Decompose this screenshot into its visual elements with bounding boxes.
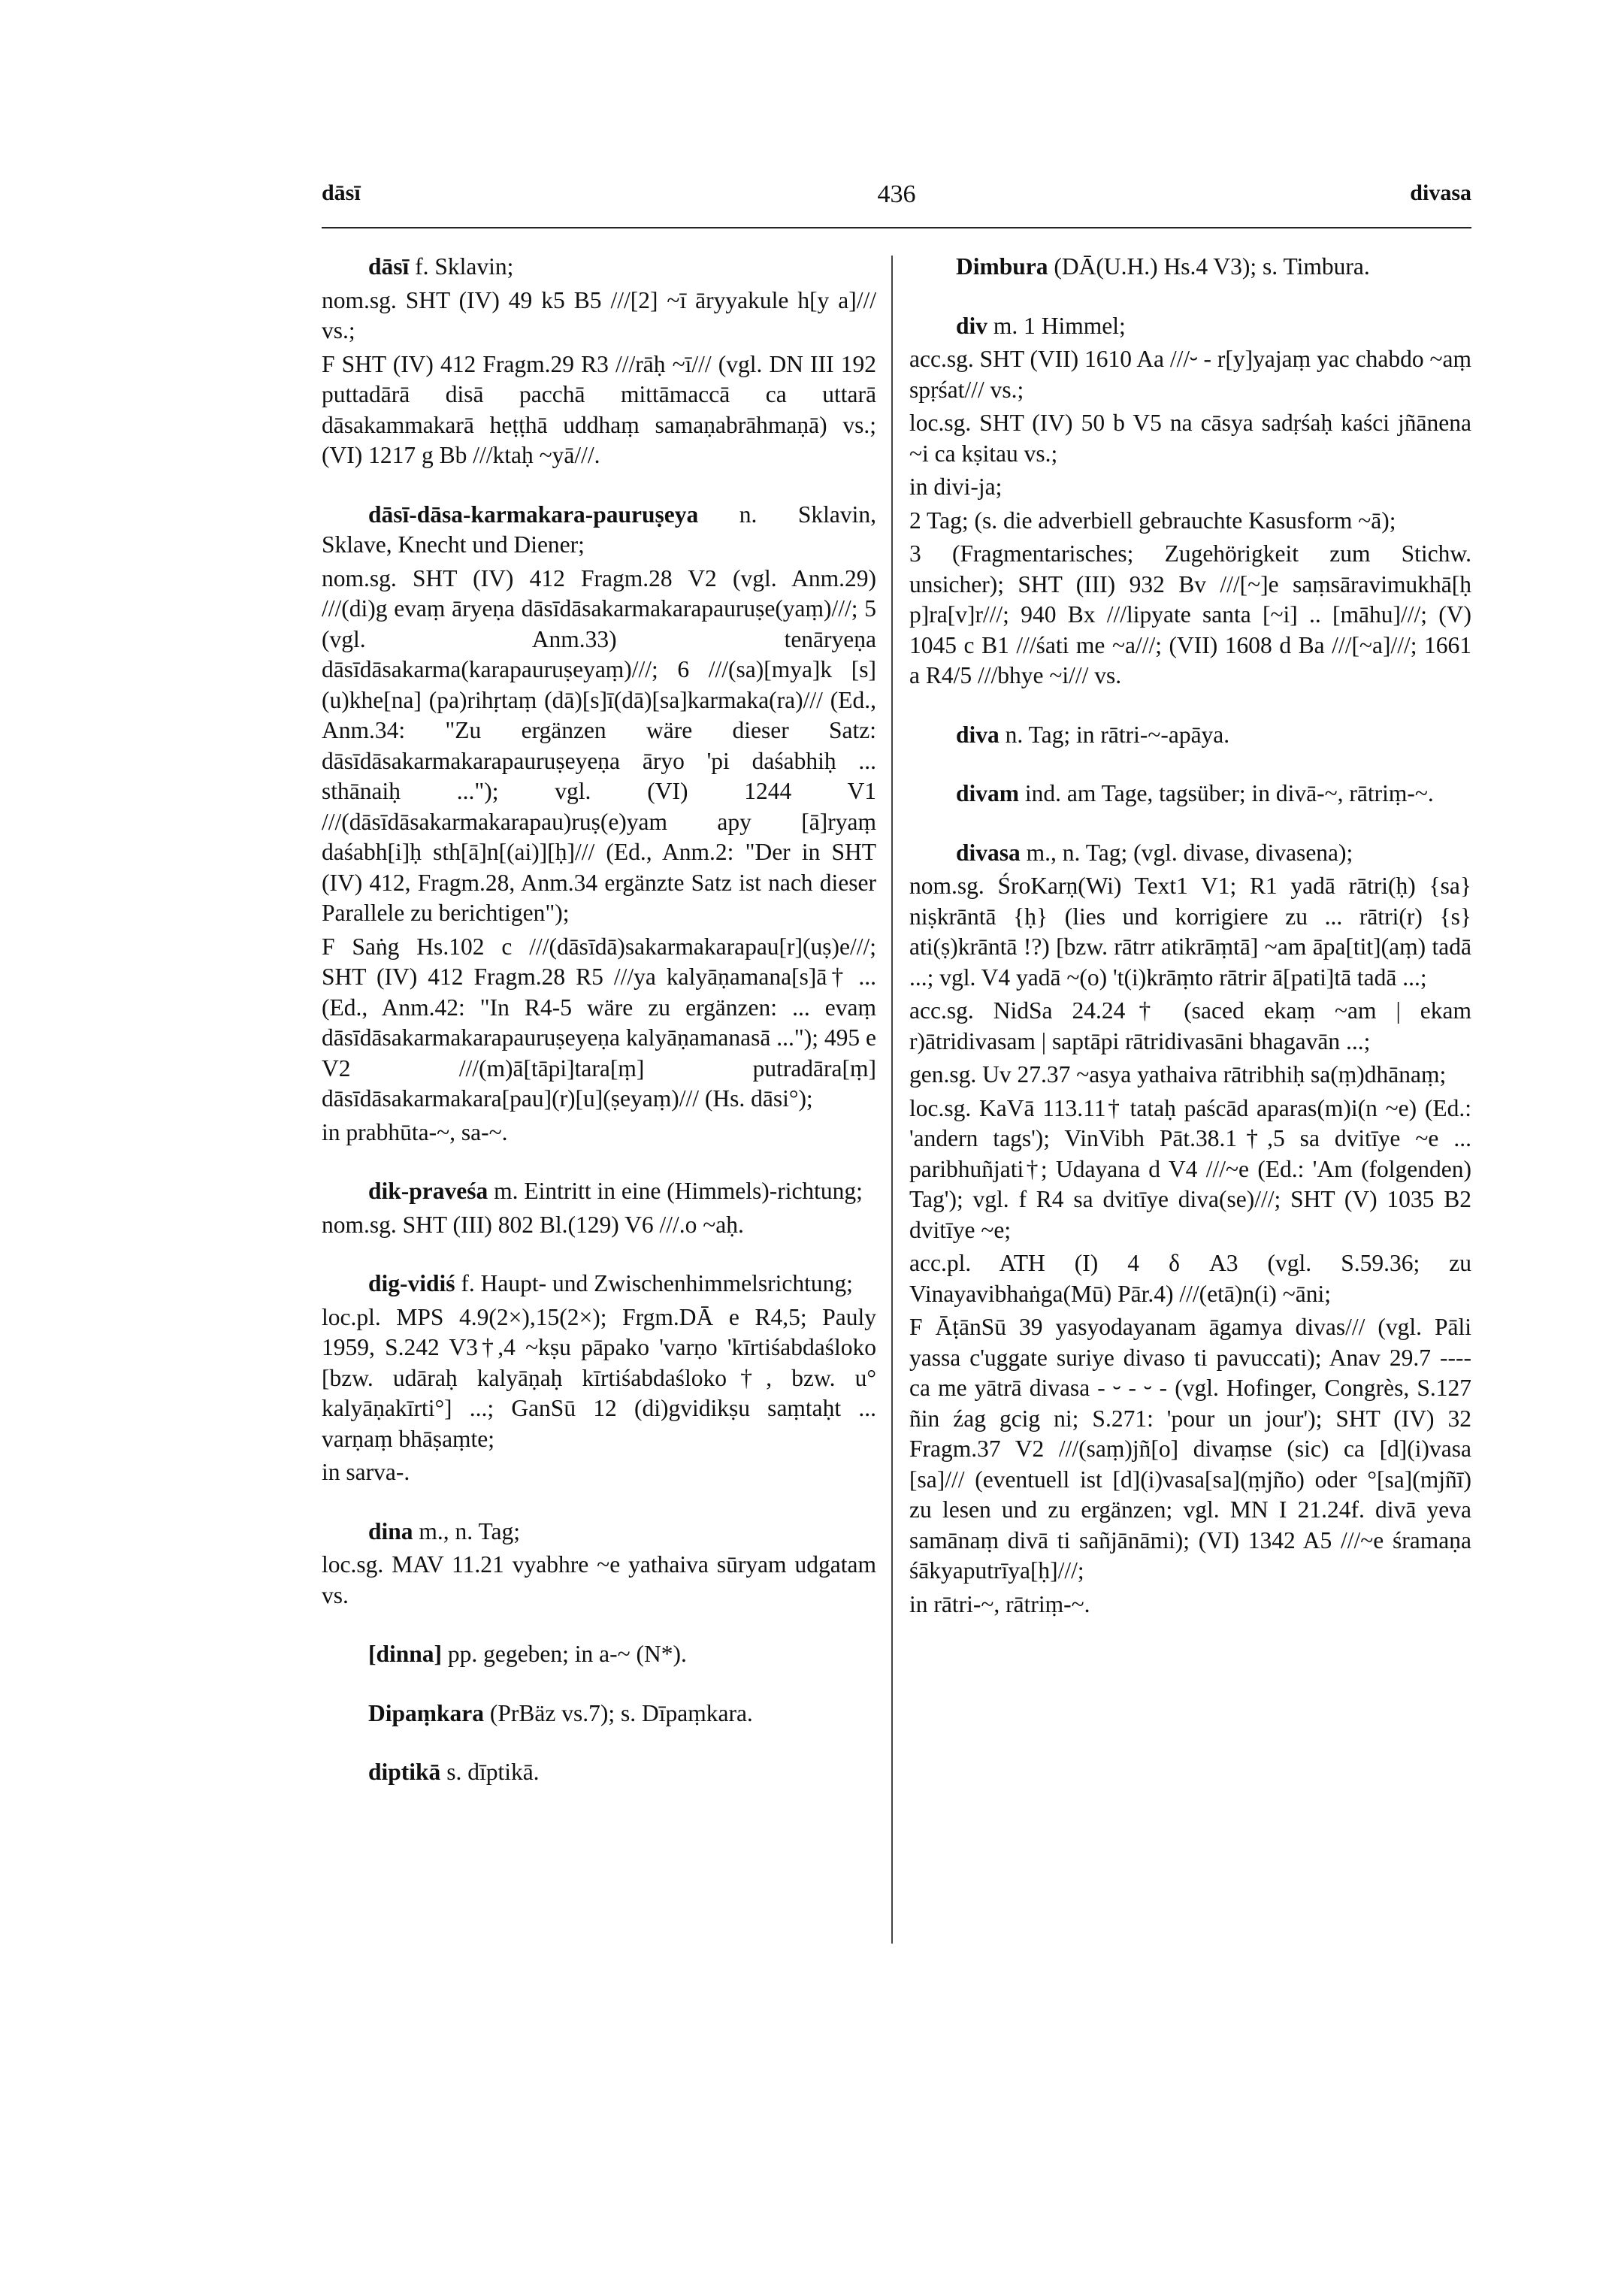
entry-line: acc.pl. ATH (I) 4 δ A3 (vgl. S.59.36; zu Vinayavibhaṅga(Mū) Pār.4) ///(etā)n(i) ~āni;: [909, 1250, 1471, 1307]
headword: [dinna]: [368, 1641, 443, 1667]
entry-line: in sarva-.: [322, 1459, 410, 1485]
entry-gloss: m. Eintritt in eine (Himmels)-richtung;: [488, 1178, 863, 1204]
entry-line: nom.sg. ŚroKarṇ(Wi) Text1 V1; R1 yadā rātri(ḥ) {sa} niṣkrāntā {ḥ} (lies und korrigiere zu ... rātri(r) {s} ati(ṣ)krāntā !?) [bzw. rātrr atikrāṃtā] ~am āpa[tit](aṃ) tadā ...; vgl. V4 yadā ~(o) 't(i)krāṃto rātrir ā[pati]tā tadā ...;: [909, 873, 1471, 991]
entry-line: nom.sg. SHT (IV) 412 Fragm.28 V2 (vgl. Anm.29) ///(di)g evaṃ āryeṇa dāsīdāsakarmakarapauruṣe(yaṃ)///; 5 (vgl. Anm.33) tenāryeṇa dāsīdāsakarma(karapauruṣeyaṃ)///; 6 ///(sa)[mya]k [s](u)khe[na] (pa)rihṛtaṃ (dā)[s]ī(dā)[sa]karmaka(ra)/// (Ed., Anm.34: "Zu ergänzen wäre dieser Satz: dāsīdāsakarmakarapauruṣeyeṇa āryo 'pi daśabhiḥ ... sthānaiḥ ..."); vgl. (VI) 1244 V1 ///(dāsīdāsakarmakarapau)ruṣ(e)yam apy [ā]ryaṃ daśabh[i]ḥ sth[ā]n[(ai)][ḥ]/// (Ed., Anm.2: "Der in SHT (IV) 412, Fragm.28, Anm.34 ergänzte Satz ist nach dieser Parallele zu berichtigen");: [322, 564, 876, 926]
entry-line: acc.sg. SHT (VII) 1610 Aa ///⏑ - r[y]yajaṃ yac chabdo ~aṃ spṛśat/// vs.;: [909, 346, 1471, 403]
headword: dāsī: [368, 253, 410, 280]
dictionary-entry: [322, 1639, 876, 1670]
header-rule: [322, 227, 1471, 228]
dictionary-entry: [909, 720, 1471, 751]
entry-head-line: [909, 838, 1471, 869]
entry-head-line: [909, 311, 1471, 342]
entry-line: loc.sg. MAV 11.21 vyabhre ~e yathaiva sūryam udgatam vs.: [322, 1551, 876, 1608]
headword: dāsī-dāsa-karmakara-pauruṣeya: [368, 501, 699, 528]
entry-gloss: (DĀ(U.H.) Hs.4 V3); s. Timbura.: [1048, 253, 1370, 280]
entry-line: in rātri-~, rātriṃ-~.: [909, 1590, 1090, 1617]
entry-head-line: [322, 1269, 876, 1299]
headword: dig-vidiś: [368, 1270, 455, 1296]
entry-head-line: [322, 1757, 876, 1788]
dictionary-entry: [322, 1517, 876, 1611]
column-divider: [891, 256, 893, 1944]
entry-line: acc.sg. NidSa 24.24† (saced ekaṃ ~am | ekam r)ātridivasam | saptāpi rātridivasāni bhagavān ...;: [909, 997, 1471, 1054]
headword: div: [956, 312, 988, 339]
entry-gloss: f. Haupt- und Zwischenhimmelsrichtung;: [455, 1270, 853, 1296]
entry-line: nom.sg. SHT (IV) 49 k5 B5 ///[2] ~ī āryyakule h[y a]/// vs.;: [322, 286, 876, 343]
entry-gloss: f. Sklavin;: [409, 253, 514, 280]
entry-head-line: [909, 252, 1471, 283]
entry-gloss: m. 1 Himmel;: [987, 312, 1126, 339]
dictionary-entry: [909, 838, 1471, 1620]
header-left-guideword: dāsī: [322, 180, 361, 205]
running-header: [322, 180, 1471, 225]
dictionary-entry: [909, 252, 1471, 283]
entry-head-line: [909, 779, 1471, 809]
dictionary-entry: [322, 1699, 876, 1729]
entry-line: F Saṅg Hs.102 c ///(dāsīdā)sakarmakarapau[r](uṣ)e///; SHT (IV) 412 Fragm.28 R5 ///ya kalyāṇamana[s]ā† ... (Ed., Anm.42: "In R4-5 wäre zu ergänzen: ... evaṃ dāsīdāsakarmakarapauruṣeyeṇa kalyāṇamanasā ..."); 495 e V2 ///(m)ā[tāpi]tara[ṃ] putradāra[ṃ] dāsīdāsakarmakara[pau](r)[u](ṣeyaṃ)/// (Hs. dāsi°);: [322, 933, 876, 1112]
entry-head-line: [909, 720, 1471, 751]
entry-gloss: (PrBäz vs.7); s. Dīpaṃkara.: [484, 1699, 753, 1726]
left-column: [322, 252, 876, 1817]
dictionary-entry: [909, 311, 1471, 691]
entry-line: F ĀṭānSū 39 yasyodayanam āgamya divas/// (vgl. Pāli yassa c'uggate suriye divaso ti pavuccati); Anav 29.7 ---- ca me yātrā divasa - ⏑ - ⏑ - (vgl. Hofinger, Congrès, S.127 ñin źag gcig ni; S.271: 'pour un jour'); SHT (IV) 32 Fragm.37 V2 ///(saṃ)jñ[o] divaṃse (sic) ca [d](i)vasa [sa]/// (eventuell ist [d](i)vasa[sa](ṃjño) oder °[sa](mjñī) zu lesen und zu ergänzen; vgl. MN I 21.24f. divā yeva samānaṃ divā ti sañjānāmi); (VI) 1342 A5 ///~e śramaṇa śākyaputrīya[ḥ]///;: [909, 1314, 1471, 1584]
entry-gloss: m., n. Tag; (vgl. divase, divasena);: [1020, 839, 1353, 866]
header-right-guideword: divasa: [1410, 180, 1471, 205]
headword: dik-praveśa: [368, 1178, 488, 1204]
entry-gloss: s. dīptikā.: [440, 1759, 540, 1785]
dictionary-entry: [909, 779, 1471, 809]
entry-line: loc.pl. MPS 4.9(2×),15(2×); Frgm.DĀ e R4,5; Pauly 1959, S.242 V3†,4 ~kṣu pāpako 'varṇo 'kīrtiśabdaśloko [bzw. udāraḥ kalyāṇaḥ kīrtiśabdaśloko†, bzw. u° kalyāṇakīrti°] ...; GanSū 12 (di)gvidikṣu saṃtaḥt ... varṇaṃ bhāṣaṃte;: [322, 1303, 876, 1452]
headword: diptikā: [368, 1759, 441, 1785]
entry-head-line: [322, 1517, 876, 1547]
entry-line: loc.sg. SHT (IV) 50 b V5 na cāsya sadṛśaḥ kaści jñānena ~i ca kṣitau vs.;: [909, 410, 1471, 467]
entry-head-line: [322, 1639, 876, 1670]
entry-line: 2 Tag; (s. die adverbiell gebrauchte Kasusform ~ā);: [909, 507, 1396, 534]
headword: dina: [368, 1517, 413, 1544]
entry-line: gen.sg. Uv 27.37 ~asya yathaiva rātribhiḥ sa(ṃ)dhānaṃ;: [909, 1061, 1447, 1088]
entry-head-line: [322, 252, 876, 283]
entry-gloss: ind. am Tage, tagsüber; in divā-~, rātriṃ-~.: [1019, 780, 1434, 806]
page-number: 436: [877, 180, 916, 208]
headword: Dimbura: [956, 253, 1048, 280]
entry-head-line: [322, 1176, 876, 1207]
entry-gloss: m., n. Tag;: [413, 1517, 521, 1544]
entry-gloss: n. Tag; in rātri-~-apāya.: [999, 721, 1230, 748]
entry-line: loc.sg. KaVā 113.11† tataḥ paścād aparas(m)i(n ~e) (Ed.: 'andern tags'); VinVibh Pāt.38.1†,5 sa dvitīye ~e ... paribhuñjati†; Udayana d V4 ///~e (Ed.: 'Am (folgenden) Tag'); vgl. f R4 sa dvitīye diva(se)///; SHT (V) 1035 B2 dvitīye ~e;: [909, 1094, 1471, 1243]
entry-head-line: [322, 500, 876, 561]
headword: diva: [956, 721, 1000, 748]
headword: divam: [956, 780, 1020, 806]
dictionary-entry: [322, 500, 876, 1148]
right-column: [909, 252, 1471, 1648]
entry-line: nom.sg. SHT (III) 802 Bl.(129) V6 ///.o ~aḥ.: [322, 1211, 744, 1238]
headword: divasa: [956, 839, 1021, 866]
dictionary-entry: [322, 1757, 876, 1788]
entry-line: in prabhūta-~, sa-~.: [322, 1118, 508, 1145]
entry-line: in divi-ja;: [909, 473, 1003, 500]
entry-line: 3 (Fragmentarisches; Zugehörigkeit zum Stichw. unsicher); SHT (III) 932 Bv ///[~]e saṃsāravimukhā[ḥ p]ra[v]r///; 940 Bx ///lipyate santa [~i] .. [māhu]///; (V) 1045 c B1 ///śati me ~a///; (VII) 1608 d Ba ///[~a]///; 1661 a R4/5 ///bhye ~i/// vs.: [909, 540, 1471, 688]
entry-line: F SHT (IV) 412 Fragm.29 R3 ///rāḥ ~ī/// (vgl. DN III 192 puttadārā disā pacchā mittāmaccā ca uttarā dāsakammakarā heṭṭhā uddhaṃ samaṇabrāhmaṇā) vs.; (VI) 1217 g Bb ///ktaḥ ~yā///.: [322, 350, 876, 468]
headword: Dipaṃkara: [368, 1699, 485, 1726]
dictionary-entry: [322, 1269, 876, 1488]
dictionary-entry: [322, 1176, 876, 1240]
entry-gloss: n. Sklavin, Sklave, Knecht und Diener;: [322, 501, 876, 558]
dictionary-entry: [322, 252, 876, 471]
entry-gloss: pp. gegeben; in a-~ (N*).: [442, 1641, 687, 1667]
entry-head-line: [322, 1699, 876, 1729]
